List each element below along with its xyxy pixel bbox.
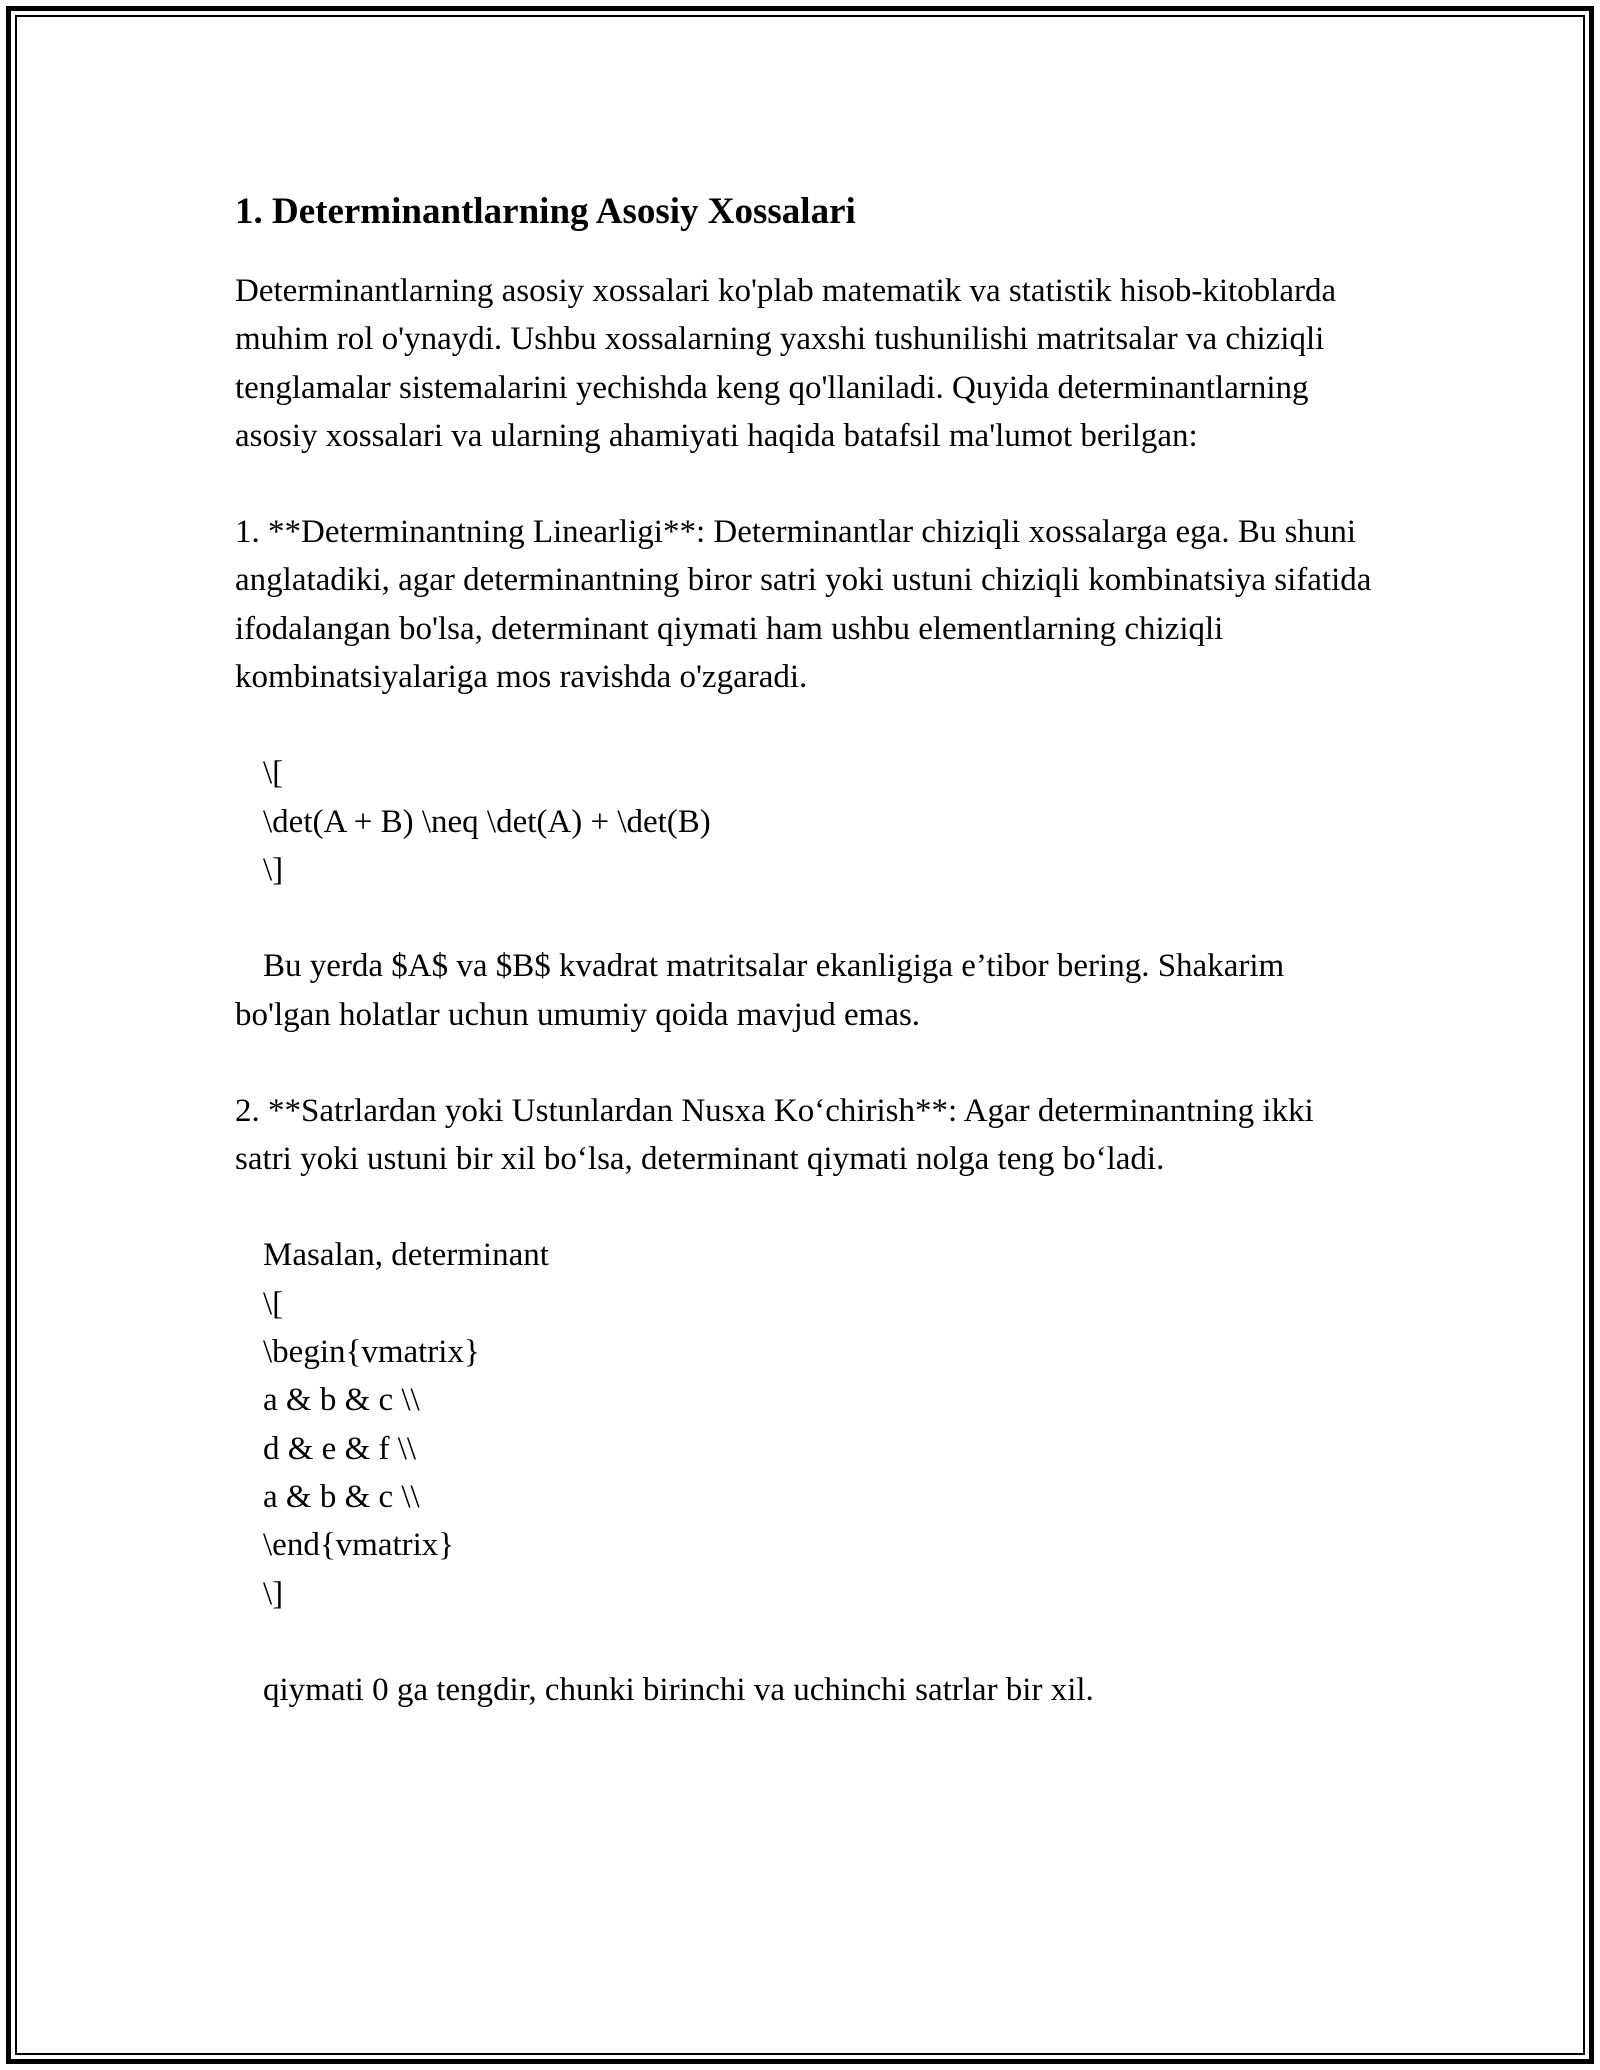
intro-paragraph: Determinantlarning asosiy xossalari ko'plab matematik va statistik hisob-kitoblarda muhim rol o'ynaydi. Ushbu xossalarning yaxshi tushunilishi matritsalar va chiziqli tenglamalar sistemalarini yechishda keng qo'llaniladi. Quyida determinantlarning asosiy xossalari va ularning ahamiyati haqida batafsil ma'lumot berilgan:	[235, 273, 1337, 454]
example-line: d & e & f \\	[263, 1430, 417, 1467]
example-line: a & b & c \\	[263, 1382, 420, 1419]
item1-paragraph: 1. **Determinantning Linearligi**: Determinantlar chiziqli xossalarga ega. Bu shuni anglatadiki, agar determinantning biror satri yoki ustuni chiziqli kombinatsiya sifatida ifodalangan bo'lsa, determinant qiymati ham ushbu elementlarning chiziqli kombinatsiyalariga mos ravishda o'zgaradi.	[235, 514, 1372, 696]
example-line: a & b & c \\	[263, 1478, 420, 1515]
example-line: Masalan, determinant	[263, 1237, 549, 1274]
example-line: \[	[263, 1285, 284, 1322]
formula-line: \det(A + B) \neq \det(A) + \det(B)	[263, 803, 711, 840]
formula-line: \]	[263, 851, 284, 888]
section-title: 1. Determinantlarning Asosiy Xossalari	[235, 191, 856, 232]
conclusion-line: qiymati 0 ga tengdir, chunki birinchi va uchinchi satrlar bir xil.	[263, 1671, 1094, 1708]
example-line: \begin{vmatrix}	[263, 1334, 480, 1371]
example-line: \]	[263, 1575, 284, 1612]
item2-paragraph: 2. **Satrlardan yoki Ustunlardan Nusxa Ko‘chirish**: Agar determinantning ikki satri yoki ustuni bir xil bo‘lsa, determinant qiymati nolga teng bo‘ladi.	[235, 1092, 1314, 1178]
formula-line: \[	[263, 755, 284, 792]
example-line: \end{vmatrix}	[263, 1527, 455, 1564]
item1-formula	[263, 749, 1375, 894]
item2-example	[263, 1231, 1375, 1617]
item1-note: Bu yerda $A$ va $B$ kvadrat matritsalar ekanligiga e’tibor bering. Shakarim bo'lgan holatlar uchun umumiy qoida mavjud emas.	[235, 948, 1285, 1033]
item2-conclusion	[263, 1666, 1375, 1714]
document-body	[235, 186, 1375, 1762]
